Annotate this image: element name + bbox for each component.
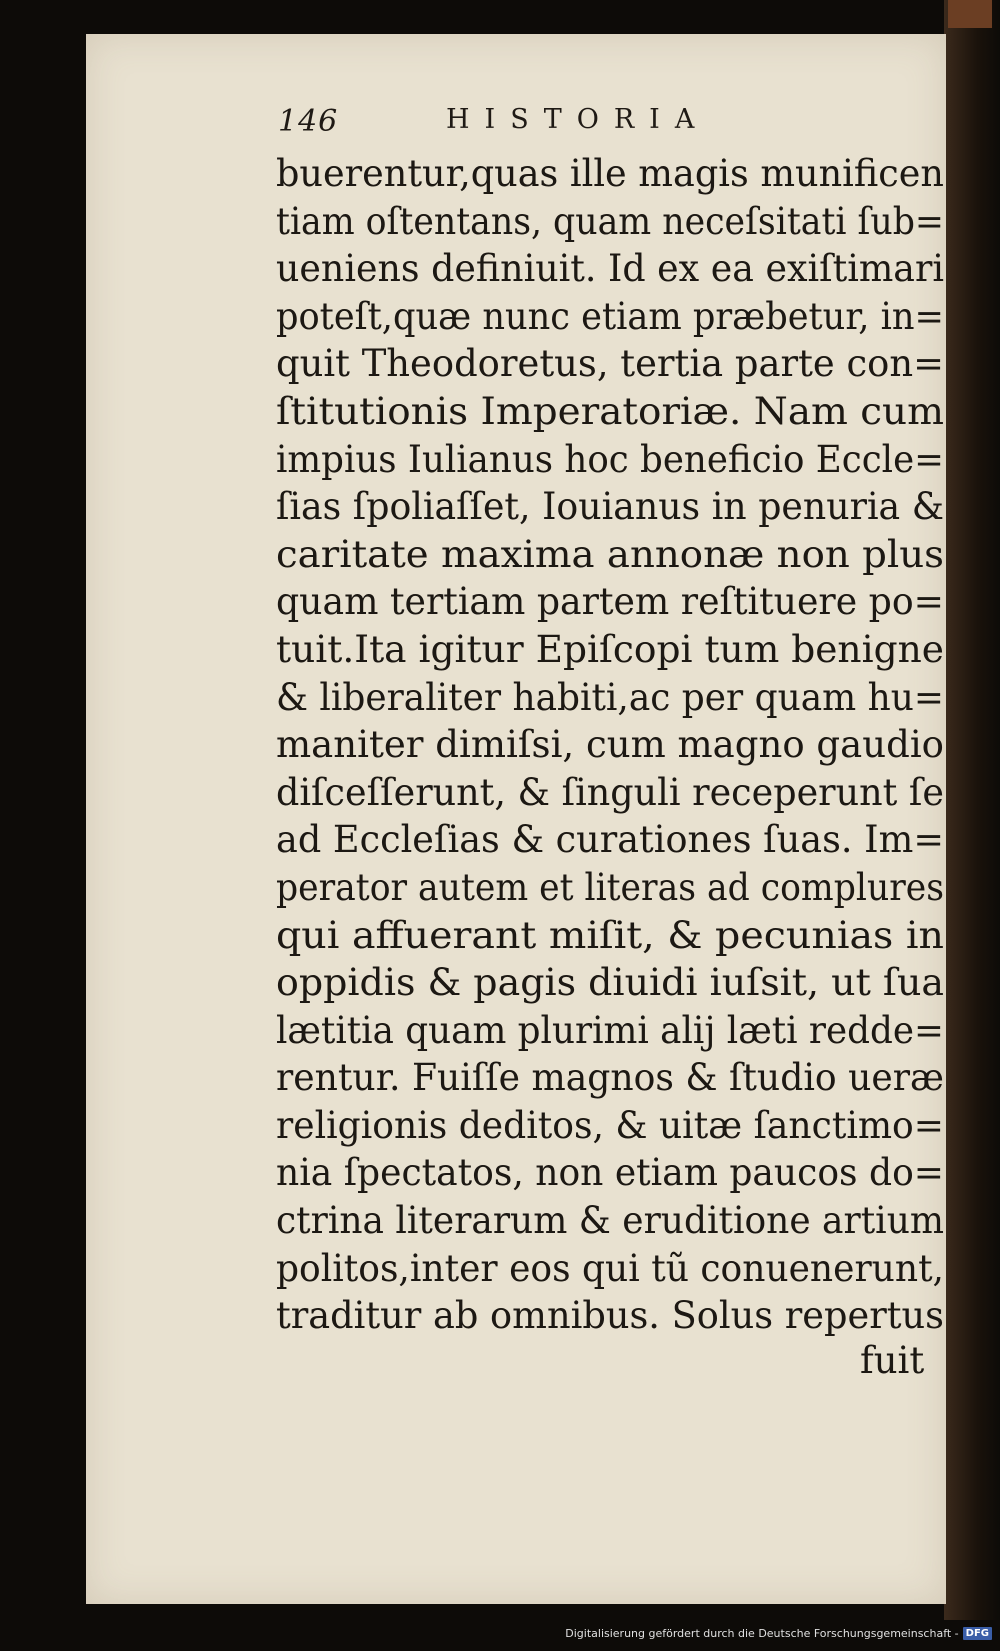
text-line: ctrina literarum & eruditione artium [276,1199,944,1243]
credit-text: Digitalisierung gefördert durch die Deutsche Forschungsgemeinschaft - [565,1626,959,1640]
text-line: tuit.Ita igitur Epiſcopi tum benigne [276,627,944,671]
text-line: politos,inter eos qui tũ conuenerunt, [276,1246,944,1290]
text-line: tiam oſtentans, quam neceſsitati ſub= [276,199,944,243]
text-line: religionis deditos, & uitæ ſanctimo= [276,1103,944,1147]
text-line: & liberaliter habiti,ac per quam hu= [276,675,944,719]
text-line: oppidis & pagis diuidi iuſsit, ut ſua [276,961,944,1005]
body-text [276,150,976,1340]
catchword: fuit [860,1339,925,1382]
text-line: buerentur,quas ille magis munificen [276,152,944,195]
text-line: poteſt,quæ nunc etiam præbetur, in= [276,294,944,338]
text-line: ueniens definiuit. Id ex ea exiſtimari [276,247,944,291]
text-line: ſtitutionis Imperatoriæ. Nam cum [276,389,944,433]
dfg-logo: DFG [963,1627,992,1640]
running-title: HISTORIA [446,104,710,135]
text-line: diſceſſerunt, & ſinguli receperunt ſe [276,770,944,814]
text-line: quit Theodoretus, tertia parte con= [276,342,944,386]
text-line: perator autem et literas ad complures [276,865,944,909]
text-line: ad Eccleſias & curationes ſuas. Im= [276,818,944,862]
text-line: rentur. Fuiſſe magnos & ſtudio ueræ [276,1056,944,1100]
text-line: qui affuerant miſit, & pecunias in [276,913,944,957]
text-line: impius Iulianus hoc beneficio Eccle= [276,437,944,481]
text-line: nia ſpectatos, non etiam paucos do= [276,1151,944,1195]
text-line: ſias ſpoliaſſet, Iouianus in penuria & [276,485,944,529]
digitization-credit [565,1623,992,1643]
text-line: traditur ab omnibus. Solus repertus [276,1294,944,1338]
text-line: caritate maxima annonæ non plus [276,532,944,576]
page-number: 146 [278,104,339,139]
text-line: quam tertiam partem reſtituere po= [276,580,944,624]
running-head [278,104,778,144]
text-line: lætitia quam plurimi alij læti redde= [276,1008,944,1052]
text-line: maniter dimiſsi, cum magno gaudio [276,723,944,767]
